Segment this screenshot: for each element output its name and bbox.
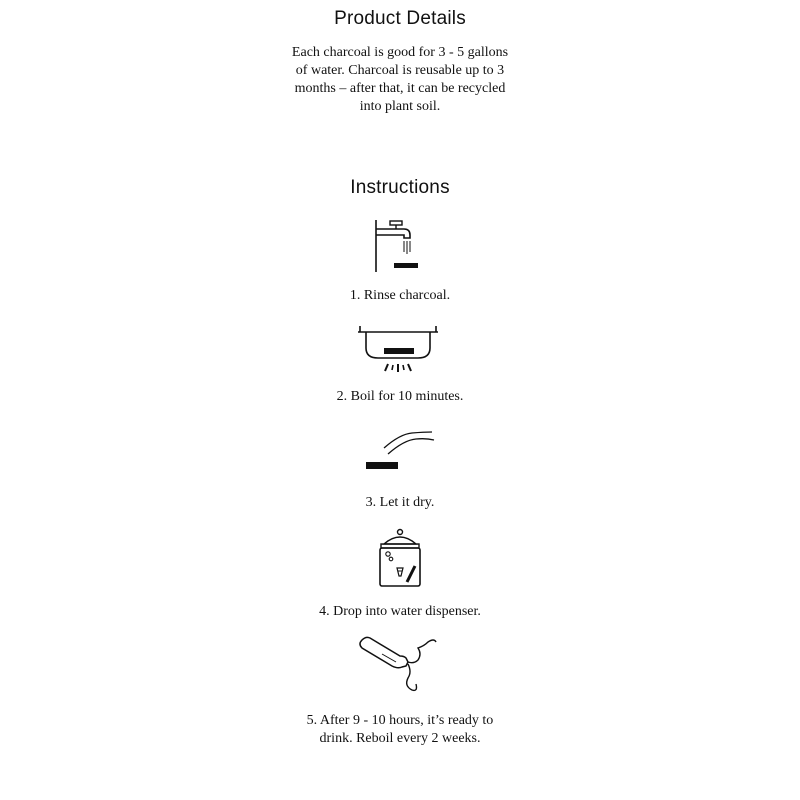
step-3-text: 3. Let it dry.: [365, 495, 435, 510]
instructions-heading: Instructions: [350, 177, 450, 198]
product-details-text: Each charcoal is good for 3 - 5 gallons of water. Charcoal is reusable up to 3 months – after that, it can be recycled into plant soil.: [291, 45, 509, 114]
water-dispenser-icon: [374, 528, 426, 590]
step-5-text: 5. After 9 - 10 hours, it’s ready to drink. Reboil every 2 weeks.: [306, 713, 494, 746]
faucet-icon: [370, 218, 422, 274]
step-2-text: 2. Boil for 10 minutes.: [336, 389, 464, 404]
boiling-pot-icon: [356, 322, 440, 374]
bottle-pour-icon: [356, 634, 442, 696]
air-dry-icon: [362, 428, 438, 474]
product-details-heading: Product Details: [334, 8, 466, 29]
step-1-text: 1. Rinse charcoal.: [349, 288, 451, 303]
step-4-text: 4. Drop into water dispenser.: [319, 604, 481, 619]
